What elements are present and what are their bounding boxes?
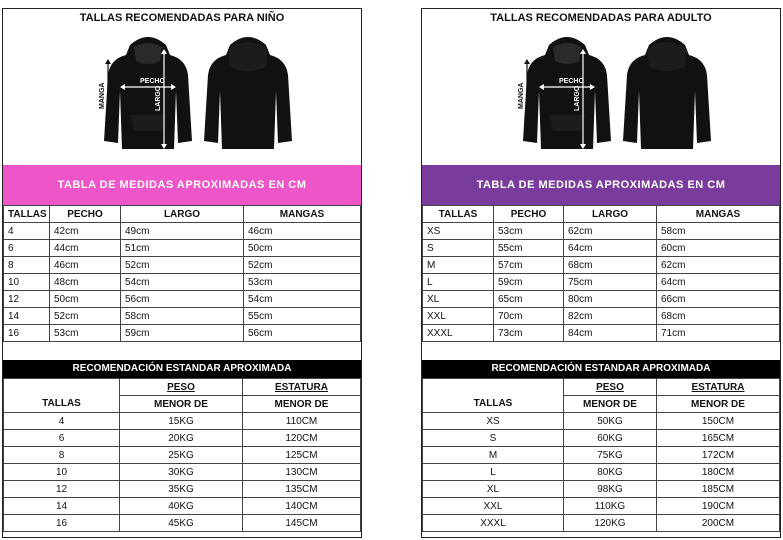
table-cell: 98KG bbox=[564, 481, 657, 498]
table-cell: 140CM bbox=[243, 498, 361, 515]
table-row bbox=[4, 240, 361, 257]
header-cell: PECHO bbox=[494, 206, 564, 223]
adult-hoodie-images bbox=[422, 27, 780, 165]
peso-header: PESO bbox=[120, 379, 243, 396]
table-header-row bbox=[4, 379, 361, 396]
table-cell: 190CM bbox=[657, 498, 780, 515]
table-cell: 75cm bbox=[564, 274, 657, 291]
table-cell: 58cm bbox=[121, 308, 244, 325]
table-cell: 15KG bbox=[120, 413, 243, 430]
table-cell: 25KG bbox=[120, 447, 243, 464]
adult-measure-bar: TABLA DE MEDIDAS APROXIMADAS EN CM bbox=[422, 165, 780, 205]
table-cell: 46cm bbox=[244, 223, 361, 240]
table-cell: 53cm bbox=[244, 274, 361, 291]
header-cell: PECHO bbox=[50, 206, 121, 223]
table-cell: S bbox=[423, 430, 564, 447]
table-row bbox=[423, 274, 780, 291]
table-cell: 45KG bbox=[120, 515, 243, 532]
table-cell: 55cm bbox=[494, 240, 564, 257]
kids-recommendation-table bbox=[3, 378, 361, 532]
table-row bbox=[4, 464, 361, 481]
estatura-header: ESTATURA bbox=[243, 379, 361, 396]
table-cell: 42cm bbox=[50, 223, 121, 240]
table-row bbox=[423, 481, 780, 498]
table-cell: 54cm bbox=[244, 291, 361, 308]
table-cell: 64cm bbox=[564, 240, 657, 257]
table-cell: 50cm bbox=[50, 291, 121, 308]
table-cell: 58cm bbox=[657, 223, 780, 240]
table-cell: 180CM bbox=[657, 464, 780, 481]
manga-label: MANGA bbox=[518, 82, 525, 109]
table-cell: 66cm bbox=[657, 291, 780, 308]
table-cell: 70cm bbox=[494, 308, 564, 325]
table-cell: 200CM bbox=[657, 515, 780, 532]
table-row bbox=[4, 274, 361, 291]
table-row bbox=[4, 257, 361, 274]
table-cell: 53cm bbox=[494, 223, 564, 240]
kids-measure-bar: TABLA DE MEDIDAS APROXIMADAS EN CM bbox=[3, 165, 361, 205]
table-cell: 49cm bbox=[121, 223, 244, 240]
table-cell: 54cm bbox=[121, 274, 244, 291]
table-row bbox=[423, 464, 780, 481]
table-cell: 56cm bbox=[244, 325, 361, 342]
table-row bbox=[4, 515, 361, 532]
table-row bbox=[423, 447, 780, 464]
table-cell: 135CM bbox=[243, 481, 361, 498]
table-cell: 8 bbox=[4, 447, 120, 464]
table-cell: XXXL bbox=[423, 515, 564, 532]
table-row bbox=[423, 430, 780, 447]
header-cell: LARGO bbox=[564, 206, 657, 223]
adult-measure-rows bbox=[423, 223, 780, 342]
table-cell: 14 bbox=[4, 498, 120, 515]
table-cell: 12 bbox=[4, 481, 120, 498]
table-row bbox=[4, 447, 361, 464]
table-cell: XXL bbox=[423, 498, 564, 515]
table-cell: 185CM bbox=[657, 481, 780, 498]
table-cell: 150CM bbox=[657, 413, 780, 430]
table-cell: L bbox=[423, 274, 494, 291]
table-cell: 110CM bbox=[243, 413, 361, 430]
hoodie-front-icon bbox=[519, 31, 615, 157]
table-cell: 51cm bbox=[121, 240, 244, 257]
table-cell: 14 bbox=[4, 308, 50, 325]
table-cell: 6 bbox=[4, 240, 50, 257]
table-row bbox=[423, 291, 780, 308]
table-cell: 68cm bbox=[564, 257, 657, 274]
table-cell: 120KG bbox=[564, 515, 657, 532]
hoodie-back-icon bbox=[200, 31, 296, 157]
header-cell: LARGO bbox=[121, 206, 244, 223]
table-row bbox=[4, 413, 361, 430]
header-cell: MANGAS bbox=[244, 206, 361, 223]
kids-measure-rows bbox=[4, 223, 361, 342]
table-cell: 172CM bbox=[657, 447, 780, 464]
header-cell: TALLAS bbox=[423, 206, 494, 223]
table-row bbox=[423, 240, 780, 257]
table-cell: 55cm bbox=[244, 308, 361, 325]
table-cell: 8 bbox=[4, 257, 50, 274]
kids-size-panel bbox=[2, 8, 362, 538]
table-header-row bbox=[4, 206, 361, 223]
table-cell: 6 bbox=[4, 430, 120, 447]
estatura-header: ESTATURA bbox=[657, 379, 780, 396]
table-row bbox=[423, 325, 780, 342]
hoodie-back-icon bbox=[619, 31, 715, 157]
table-row bbox=[4, 223, 361, 240]
table-cell: XS bbox=[423, 223, 494, 240]
largo-label: LARGO bbox=[155, 85, 162, 111]
table-cell: 75KG bbox=[564, 447, 657, 464]
table-row bbox=[423, 257, 780, 274]
adult-recommendation-table bbox=[422, 378, 780, 532]
table-row bbox=[4, 308, 361, 325]
table-cell: 52cm bbox=[121, 257, 244, 274]
table-cell: 120CM bbox=[243, 430, 361, 447]
table-cell: 62cm bbox=[564, 223, 657, 240]
table-cell: 56cm bbox=[121, 291, 244, 308]
table-cell: 16 bbox=[4, 515, 120, 532]
table-cell: 125CM bbox=[243, 447, 361, 464]
table-row bbox=[4, 498, 361, 515]
table-cell: 64cm bbox=[657, 274, 780, 291]
table-cell: 12 bbox=[4, 291, 50, 308]
table-cell: 48cm bbox=[50, 274, 121, 291]
adult-panel-title: TALLAS RECOMENDADAS PARA ADULTO bbox=[490, 12, 712, 24]
table-cell: 10 bbox=[4, 274, 50, 291]
table-row bbox=[4, 291, 361, 308]
adult-recommendation-rows bbox=[423, 413, 780, 532]
table-cell: 82cm bbox=[564, 308, 657, 325]
table-cell: XXXL bbox=[423, 325, 494, 342]
table-cell: 50cm bbox=[244, 240, 361, 257]
kids-panel-title: TALLAS RECOMENDADAS PARA NIÑO bbox=[79, 12, 285, 24]
table-cell: 46cm bbox=[50, 257, 121, 274]
table-cell: 80cm bbox=[564, 291, 657, 308]
peso-header: PESO bbox=[564, 379, 657, 396]
table-cell: 80KG bbox=[564, 464, 657, 481]
table-cell: 50KG bbox=[564, 413, 657, 430]
table-cell: 73cm bbox=[494, 325, 564, 342]
table-cell: 52cm bbox=[244, 257, 361, 274]
adult-measure-table bbox=[422, 205, 780, 342]
table-cell: 30KG bbox=[120, 464, 243, 481]
table-row bbox=[4, 325, 361, 342]
adult-recommendation-bar: RECOMENDACIÓN ESTANDAR APROXIMADA bbox=[422, 360, 780, 378]
table-cell: 110KG bbox=[564, 498, 657, 515]
table-cell: 60KG bbox=[564, 430, 657, 447]
header-cell: MANGAS bbox=[657, 206, 780, 223]
table-cell: 65cm bbox=[494, 291, 564, 308]
table-header-row bbox=[423, 206, 780, 223]
table-cell: 84cm bbox=[564, 325, 657, 342]
table-cell: 145CM bbox=[243, 515, 361, 532]
table-cell: 4 bbox=[4, 223, 50, 240]
table-cell: XXL bbox=[423, 308, 494, 325]
table-cell: 59cm bbox=[121, 325, 244, 342]
table-cell: 68cm bbox=[657, 308, 780, 325]
table-cell: 71cm bbox=[657, 325, 780, 342]
hoodie-front-icon bbox=[100, 31, 196, 157]
table-header-row: TALLAS MENOR DE MENOR DE bbox=[423, 396, 780, 413]
table-cell: 35KG bbox=[120, 481, 243, 498]
table-header-row bbox=[423, 379, 780, 396]
table-cell: 16 bbox=[4, 325, 50, 342]
largo-label: LARGO bbox=[574, 85, 581, 111]
table-row bbox=[423, 308, 780, 325]
table-row bbox=[423, 498, 780, 515]
kids-recommendation-rows bbox=[4, 413, 361, 532]
table-cell: M bbox=[423, 257, 494, 274]
table-cell: 57cm bbox=[494, 257, 564, 274]
adult-size-panel bbox=[421, 8, 781, 538]
table-row bbox=[423, 515, 780, 532]
table-cell: 59cm bbox=[494, 274, 564, 291]
table-cell: S bbox=[423, 240, 494, 257]
pecho-label: PECHO bbox=[140, 78, 165, 85]
table-cell: 20KG bbox=[120, 430, 243, 447]
table-cell: 52cm bbox=[50, 308, 121, 325]
table-row bbox=[423, 223, 780, 240]
kids-measure-table bbox=[3, 205, 361, 342]
pecho-label: PECHO bbox=[559, 78, 584, 85]
table-cell: 44cm bbox=[50, 240, 121, 257]
table-cell: XS bbox=[423, 413, 564, 430]
manga-label: MANGA bbox=[99, 82, 106, 109]
table-cell: 53cm bbox=[50, 325, 121, 342]
table-cell: 10 bbox=[4, 464, 120, 481]
kids-hoodie-images bbox=[3, 27, 361, 165]
table-row bbox=[4, 430, 361, 447]
table-cell: XL bbox=[423, 481, 564, 498]
table-cell: 40KG bbox=[120, 498, 243, 515]
table-cell: 62cm bbox=[657, 257, 780, 274]
table-header-row: TALLAS MENOR DE MENOR DE bbox=[4, 396, 361, 413]
table-cell: 130CM bbox=[243, 464, 361, 481]
table-cell: L bbox=[423, 464, 564, 481]
table-cell: M bbox=[423, 447, 564, 464]
table-cell: 60cm bbox=[657, 240, 780, 257]
table-row bbox=[423, 413, 780, 430]
table-row bbox=[4, 481, 361, 498]
table-cell: 4 bbox=[4, 413, 120, 430]
table-cell: 165CM bbox=[657, 430, 780, 447]
kids-recommendation-bar: RECOMENDACIÓN ESTANDAR APROXIMADA bbox=[3, 360, 361, 378]
header-cell: TALLAS bbox=[4, 206, 50, 223]
table-cell: XL bbox=[423, 291, 494, 308]
